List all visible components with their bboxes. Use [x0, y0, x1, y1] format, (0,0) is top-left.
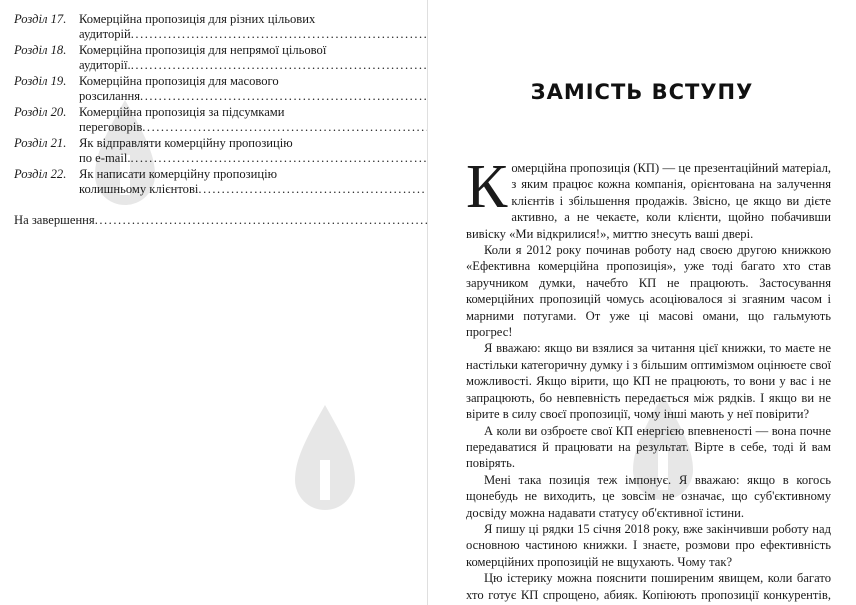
toc-title: Комерційна пропозиція для непрямої цільової [79, 43, 327, 57]
toc-title-end: по e-mail. [79, 151, 131, 165]
toc-title: Комерційна пропозиція за підсумками [79, 105, 285, 119]
toc-entry[interactable] [14, 105, 372, 135]
toc-title-end: аудиторій [79, 27, 131, 41]
toc-entry-conclusion[interactable] [8, 213, 372, 228]
toc-title: На завершення [14, 213, 95, 227]
table-of-contents [14, 12, 372, 229]
toc-entry[interactable] [14, 136, 372, 166]
leader-dots [95, 213, 428, 228]
paragraph: Я вважаю: якщо ви взялися за читання цієї книжки, то маєте не настільки категоричну думку і з більшим оптимізмом оцінюєте свої можливості. Якщо вірити, що КП не працюють, то вони у вас і не запрацюють, бо невпевність передається між рядків. І якщо ви не вірите в силу своєї пропозиції, чому інші мають у неї повірити? [466, 341, 831, 422]
leader-dots [142, 120, 428, 135]
toc-chapter-number: Розділ 21. [14, 136, 67, 150]
drop-cap: К [466, 153, 508, 221]
leader-dots [198, 182, 428, 197]
paragraph-text: омерційна пропозиція (КП) — це презентаційний матеріал, з яким працює кожна компанія, орієнтована на залучення клієнтів і збільшення продажів. Звісно, це якщо ви дієте активно, а не чекаєте, коли клієнти, щойно побачивши вивіску «Ми відкрилися!», миттю знесуть ваші двері. [466, 161, 831, 241]
leader-dots [131, 58, 428, 73]
paragraph: Цю істерику можна пояснити поширеним явищем, коли багато хто готує КП спрощено, абияк. Копіюють пропозиції конкурентів, [466, 571, 831, 602]
paragraph: Мені така позиція теж імпонує. Я вважаю: якщо в когось щонебудь не виходить, це зовсім не означає, що суб'єктивному досвіду можна надавати статусу об'єктивної істини. [466, 472, 831, 520]
toc-title: Комерційна пропозиція для масового [79, 74, 279, 88]
toc-entry[interactable] [14, 74, 372, 104]
paragraph: Коли я 2012 року починав роботу над своєю другою книжкою «Ефективна комерційна пропозиція», уже тоді багато хто став заручником думки, начебто КП не працюють. Застосування комерційних пропозицій чомусь асоціювалося зі згаяним часом і марними потугами. От уже ці масові омани, що гальмують прогрес! [466, 243, 831, 340]
toc-chapter-number: Розділ 19. [14, 74, 67, 88]
toc-title: Як написати комерційну пропозицію [79, 167, 277, 181]
paragraph: Я пишу ці рядки 15 січня 2018 року, вже закінчивши роботу над основною частиною книжки. І знаєте, розмови про ефективність комерційних пропозицій не вщухають. Чому так? [466, 521, 831, 569]
toc-title-end: аудиторії. [79, 58, 131, 72]
toc-chapter-number: Розділ 22. [14, 167, 67, 181]
leader-dots [131, 27, 428, 42]
paragraph: А коли ви озброєте свої КП енергією впевненості — вона почне передаватися й працювати на результат. Вірте в себе, тоді й вам повірять. [466, 423, 831, 471]
toc-title-end: колишньому клієнтові [79, 182, 199, 196]
toc-title-end: розсилання [79, 89, 141, 103]
toc-title: Комерційна пропозиція для різних цільових [79, 12, 316, 26]
watermark-icon [290, 400, 360, 520]
toc-chapter-number: Розділ 18. [14, 43, 67, 57]
right-page [428, 0, 856, 605]
toc-title-end: переговорів [79, 120, 143, 134]
toc-chapter-number: Розділ 20. [14, 105, 67, 119]
toc-title: Як відправляти комерційну пропозицію [79, 136, 293, 150]
body-text [466, 153, 831, 605]
toc-entry[interactable] [14, 43, 372, 73]
chapter-heading: ЗАМІСТЬ ВСТУПУ [530, 80, 754, 104]
paragraph [466, 153, 831, 242]
toc-entry[interactable] [14, 12, 372, 42]
toc-chapter-number: Розділ 17. [14, 12, 67, 26]
leader-dots [140, 89, 428, 104]
leader-dots [131, 151, 428, 166]
toc-entry[interactable] [14, 167, 372, 197]
